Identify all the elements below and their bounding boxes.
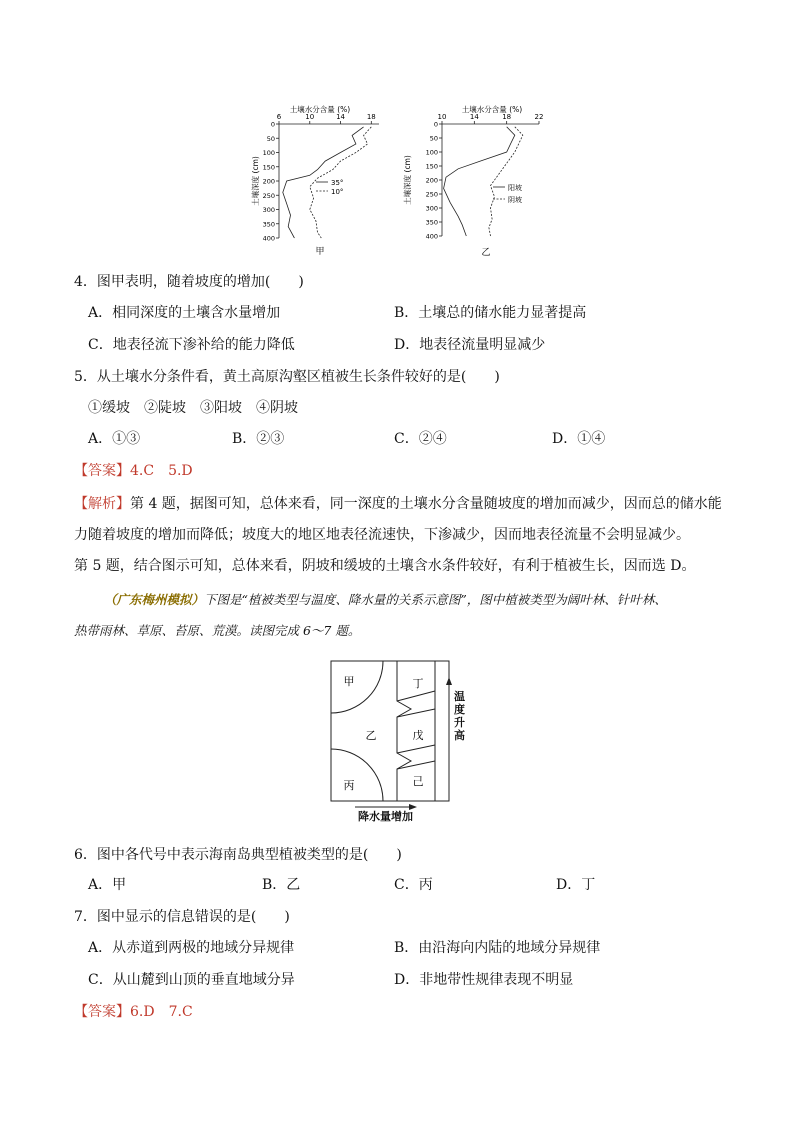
question-6-stem: 6．图中各代号中表示海南岛典型植被类型的是( ) bbox=[74, 847, 402, 863]
y-tick-label: 350 bbox=[262, 220, 275, 229]
legend-35: 35° bbox=[331, 179, 344, 187]
y-tick-label: 250 bbox=[262, 191, 275, 200]
y-tick-label: 50 bbox=[429, 134, 438, 143]
q6-option-c: C．丙 bbox=[394, 877, 433, 893]
temperature-axis-label: 温度升高 bbox=[454, 690, 465, 742]
intro-source: （广东梅州模拟） bbox=[104, 592, 205, 607]
intro-line-1 bbox=[104, 590, 667, 610]
series-line-0 bbox=[444, 127, 515, 236]
question-7-stem: 7．图中显示的信息错误的是( ) bbox=[74, 909, 290, 925]
q5-option-a: A．①③ bbox=[88, 431, 141, 447]
y-tick-label: 300 bbox=[425, 204, 438, 213]
y-tick-label: 400 bbox=[425, 232, 438, 241]
x-axis-title: 土壤水分含量 (%) bbox=[289, 105, 351, 114]
q6-option-d: D．丁 bbox=[556, 877, 596, 893]
y-tick-label: 100 bbox=[262, 149, 275, 157]
answer-6-7 bbox=[74, 1002, 193, 1022]
question-5-stem: 5．从土壤水分条件看，黄土高原沟壑区植被生长条件较好的是( ) bbox=[74, 369, 500, 385]
y-tick-label: 100 bbox=[425, 148, 438, 157]
soil-moisture-chart-jia bbox=[248, 100, 388, 260]
y-tick-label: 0 bbox=[433, 120, 438, 129]
q6-option-b: B．乙 bbox=[262, 877, 301, 893]
label-bing: 丙 bbox=[343, 779, 355, 792]
analysis-label: 【解析】 bbox=[74, 496, 130, 512]
x-tick-label: 14 bbox=[336, 113, 345, 121]
q7-option-c: C．从山麓到山顶的垂直地域分异 bbox=[88, 972, 295, 988]
series-line-1 bbox=[489, 127, 523, 236]
x-tick-label: 6 bbox=[276, 113, 282, 121]
soil-moisture-chart-yi bbox=[400, 100, 550, 260]
y-axis-title: 土壤深度 (cm) bbox=[403, 155, 412, 205]
intro-text-1: 下图是“植被类型与温度、降水量的关系示意图”，图中植被类型为阔叶林、针叶林、 bbox=[204, 592, 667, 607]
analysis-line-3: 第 5 题，结合图示可知，总体来看，阴坡和缓坡的土壤含水条件较好，有利于植被生长，因而选 D。 bbox=[74, 558, 696, 574]
q7-option-d: D．非地带性规律表现不明显 bbox=[394, 972, 574, 988]
legend-sunny: 阳坡 bbox=[508, 184, 522, 192]
answer-4-5 bbox=[74, 461, 193, 481]
y-axis-title: 土壤深度 (cm) bbox=[251, 156, 260, 206]
chart-caption-yi: 乙 bbox=[481, 248, 491, 258]
chart-caption-jia: 甲 bbox=[315, 247, 325, 257]
x-axis-title: 土壤水分含量 (%) bbox=[461, 105, 523, 114]
answer-text: 6.D 7.C bbox=[130, 1004, 193, 1020]
x-tick-label: 22 bbox=[534, 113, 544, 121]
answer-label: 【答案】 bbox=[74, 463, 130, 479]
question-4-stem: 4．图甲表明，随着坡度的增加( ) bbox=[74, 274, 304, 290]
y-tick-label: 400 bbox=[262, 234, 275, 243]
q4-option-b: B．土壤总的储水能力显著提高 bbox=[394, 305, 587, 321]
q5-option-d: D．①④ bbox=[552, 431, 606, 447]
label-jia: 甲 bbox=[343, 675, 355, 688]
q7-option-b: B．由沿海向内陆的地域分异规律 bbox=[394, 940, 601, 956]
q5-items: ①缓坡 ②陡坡 ③阳坡 ④阴坡 bbox=[88, 400, 298, 416]
q4-option-d: D．地表径流量明显减少 bbox=[394, 337, 546, 353]
y-tick-label: 0 bbox=[270, 120, 275, 129]
answer-text: 4.C 5.D bbox=[130, 463, 193, 479]
legend-shady: 阴坡 bbox=[508, 196, 522, 204]
x-tick-label: 18 bbox=[366, 113, 376, 121]
intro-line-2: 热带雨林、草原、苔原、荒漠。读图完成 6～7 题。 bbox=[74, 623, 361, 638]
y-tick-label: 150 bbox=[262, 163, 275, 172]
label-wu: 戊 bbox=[412, 729, 424, 742]
y-tick-label: 300 bbox=[262, 206, 275, 214]
y-tick-label: 200 bbox=[262, 177, 275, 186]
y-tick-label: 250 bbox=[425, 190, 438, 199]
vegetation-diagram bbox=[325, 657, 475, 827]
x-tick-label: 10 bbox=[305, 113, 315, 121]
q5-option-c: C．②④ bbox=[394, 431, 447, 447]
y-tick-label: 350 bbox=[425, 218, 438, 227]
q4-option-a: A．相同深度的土壤含水量增加 bbox=[88, 305, 281, 321]
x-tick-label: 14 bbox=[469, 113, 479, 121]
label-ji: 己 bbox=[412, 775, 424, 788]
q6-option-a: A．甲 bbox=[88, 877, 127, 893]
y-tick-label: 200 bbox=[425, 176, 438, 185]
q5-option-b: B．②③ bbox=[232, 431, 285, 447]
q7-option-a: A．从赤道到两极的地域分异规律 bbox=[88, 940, 295, 956]
x-tick-label: 10 bbox=[437, 113, 447, 121]
answer-label: 【答案】 bbox=[74, 1004, 130, 1020]
y-tick-label: 50 bbox=[266, 134, 275, 143]
x-tick-label: 18 bbox=[502, 113, 512, 121]
y-tick-label: 150 bbox=[425, 162, 438, 171]
label-yi: 乙 bbox=[365, 729, 377, 742]
label-ding: 丁 bbox=[412, 677, 424, 690]
analysis-line-1 bbox=[74, 494, 722, 514]
analysis-text-1: 第 4 题，据图可知，总体来看，同一深度的土壤水分含量随坡度的增加而减少，因而总的储水能 bbox=[130, 496, 722, 512]
rainfall-axis-label: 降水量增加 bbox=[358, 810, 413, 823]
legend-10: 10° bbox=[331, 188, 344, 196]
analysis-line-2: 力随着坡度的增加而降低；坡度大的地区地表径流速快，下渗减少，因而地表径流量不会明显减少。 bbox=[74, 527, 690, 543]
series-line-0 bbox=[283, 127, 364, 238]
q4-option-c: C．地表径流下渗补给的能力降低 bbox=[88, 337, 295, 353]
